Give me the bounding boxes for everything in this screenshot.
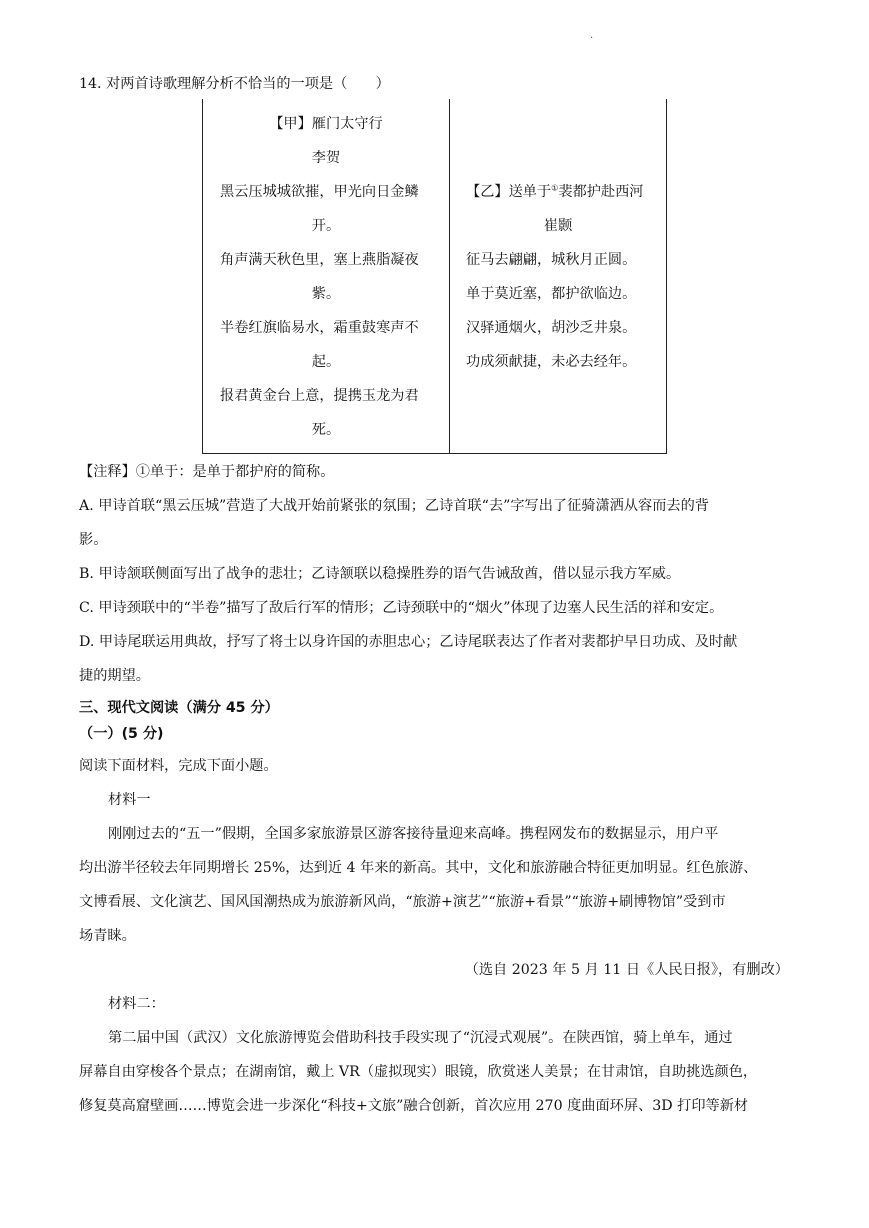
section-heading: 三、现代文阅读（满分 45 分） (79, 700, 279, 716)
material1-line: 均出游半径较去年同期增长 25%，达到近 4 年来的新高。其中，文化和旅游融合特征更加明显。红色旅游、 (79, 860, 758, 876)
option-d-cont: 捷的期望。 (79, 668, 150, 684)
poem-a-line: 角声满天秋色里，塞上燕脂凝夜 (220, 252, 419, 268)
poem-a-author: 李贺 (311, 150, 341, 166)
table-divider (449, 99, 450, 453)
poem-b-author: 崔颢 (543, 218, 573, 234)
poem-b-line: 单于莫近塞，都护欲临边。 (466, 286, 637, 302)
option-a: A. 甲诗首联“黑云压城”营造了大战开始前紧张的氛围；乙诗首联“去”字写出了征骑潇洒从容而去的背 (79, 498, 709, 514)
poem-b-line: 功成须献捷，未必去经年。 (466, 354, 637, 370)
note-mark: ① (551, 183, 559, 193)
poem-b-line: 汉驿通烟火，胡沙乏井泉。 (466, 320, 637, 336)
material2-line: 屏幕自由穿梭各个景点；在湖南馆，戴上 VR（虚拟现实）眼镜，欣赏迷人美景；在甘肃馆，自助挑选颜色， (79, 1064, 758, 1080)
poem-a-line: 报君黄金台上意，提携玉龙为君 (220, 388, 419, 404)
poem-a-line: 起。 (311, 354, 341, 370)
material1-line: 文博看展、文化演艺、国风国潮热成为旅游新风尚，“旅游+演艺”“旅游+看景”“旅游+刷博物馆”受到市 (79, 894, 726, 910)
poem-b-title-pre: 【乙】送单于 (466, 184, 552, 200)
header-dot: . (590, 30, 594, 41)
option-c: C. 甲诗颈联中的“半卷”描写了敌后行军的情形；乙诗颈联中的“烟火”体现了边塞人民生活的祥和安定。 (79, 600, 724, 616)
poem-a-line: 黑云压城城欲摧，甲光向日金鳞 (220, 184, 419, 200)
poem-a-line: 开。 (311, 218, 341, 234)
poem-a-line: 紫。 (311, 286, 341, 302)
material1-line: 场青睐。 (79, 928, 136, 944)
poems-table (202, 99, 667, 454)
material2-line: 修复莫高窟壁画……博览会进一步深化“科技+文旅”融合创新，首次应用 270 度曲面环屏、3D 打印等新材 (79, 1098, 749, 1114)
material1-source: （选自 2023 年 5 月 11 日《人民日报》，有删改） (464, 962, 789, 978)
material2-title: 材料二： (108, 996, 165, 1012)
option-d: D. 甲诗尾联运用典故，抒写了将士以身许国的赤胆忠心；乙诗尾联表达了作者对裴都护早日功成、及时献 (79, 634, 738, 650)
poem-b-line: 征马去翩翩，城秋月正圆。 (466, 252, 637, 268)
material1-line: 刚刚过去的“五一”假期，全国多家旅游景区游客接待量迎来高峰。携程网发布的数据显示，用户平 (108, 826, 719, 842)
instruction: 阅读下面材料，完成下面小题。 (79, 758, 278, 774)
poem-b-title (466, 181, 643, 201)
poem-a-line: 半卷红旗临易水，霜重鼓寒声不 (220, 320, 419, 336)
material2-line: 第二届中国（武汉）文化旅游博览会借助科技手段实现了“沉浸式观展”。在陕西馆，骑上单车，通过 (108, 1030, 733, 1046)
annotation: 【注释】①单于：是单于都护府的简称。 (79, 464, 335, 480)
poem-b-title-post: 裴都护赴西河 (558, 184, 644, 200)
material1-title: 材料一 (108, 792, 151, 808)
option-b: B. 甲诗颔联侧面写出了战争的悲壮；乙诗颔联以稳操胜券的语气告诫敌酋，借以显示我方军威。 (79, 566, 681, 582)
poem-a-line: 死。 (311, 422, 341, 438)
poem-a-title: 【甲】雁门太守行 (269, 116, 383, 132)
subsection-heading: （一）(5 分) (79, 726, 164, 742)
option-a-cont: 影。 (79, 532, 108, 548)
question-14: 14. 对两首诗歌理解分析不恰当的一项是（ ） (79, 76, 390, 92)
